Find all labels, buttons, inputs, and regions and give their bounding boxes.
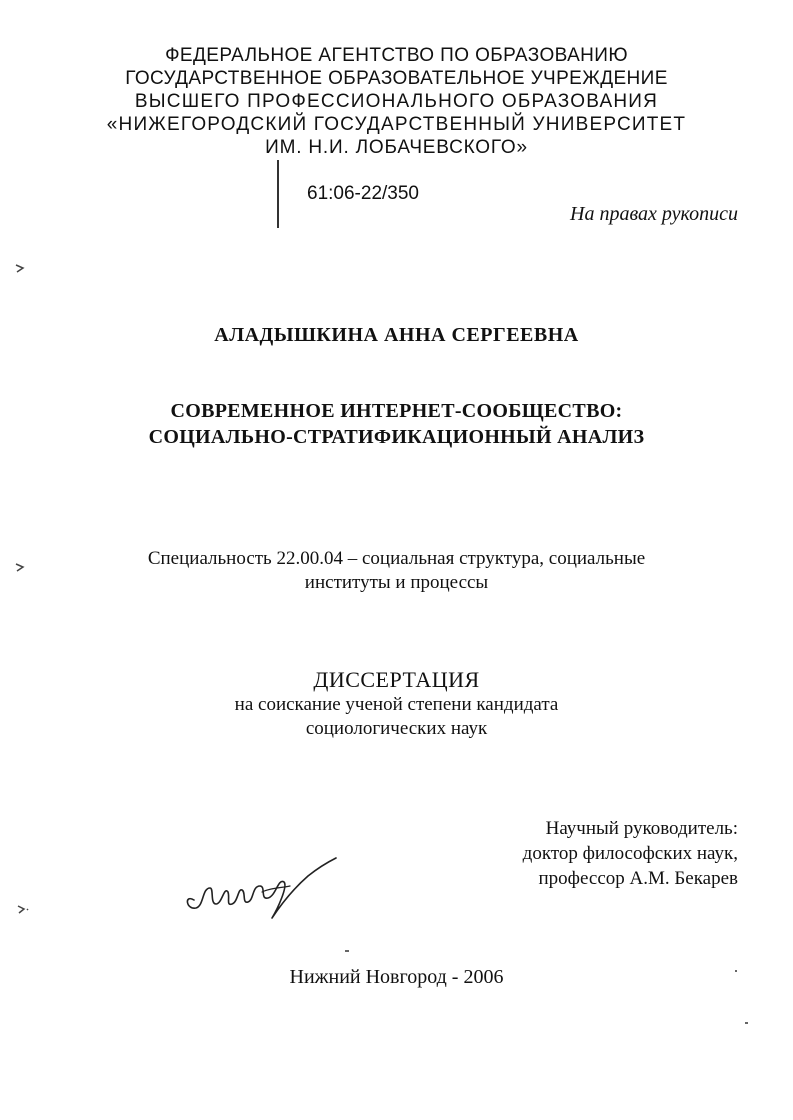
scan-speck-dot — [745, 1022, 751, 1026]
specialty-line-1: Специальность 22.00.04 – социальная структура, социальные — [147, 548, 646, 569]
scan-speck-dot — [345, 950, 351, 954]
header-institution-type: ГОСУДАРСТВЕННОЕ ОБРАЗОВАТЕЛЬНОЕ УЧРЕЖДЕНИЕ — [125, 68, 668, 89]
header-university-named-after: ИМ. Н.И. ЛОБАЧЕВСКОГО» — [265, 137, 528, 158]
dissertation-heading: ДИССЕРТАЦИЯ — [313, 667, 480, 692]
supervisor-label: Научный руководитель: — [545, 818, 738, 839]
city-and-year: Нижний Новгород - 2006 — [289, 966, 504, 988]
header-agency: ФЕДЕРАЛЬНОЕ АГЕНТСТВО ПО ОБРАЗОВАНИЮ — [165, 45, 628, 66]
scan-speck-mark — [14, 262, 26, 274]
specialty-line-2: институты и процессы — [304, 572, 489, 593]
supervisor-name: профессор А.М. Бекарев — [538, 868, 738, 889]
header-education-level: ВЫСШЕГО ПРОФЕССИОНАЛЬНОГО ОБРАЗОВАНИЯ — [134, 91, 659, 112]
header-university-name: «НИЖЕГОРОДСКИЙ ГОСУДАРСТВЕННЫЙ УНИВЕРСИТЕТ — [106, 114, 687, 135]
degree-line-1: на соискание ученой степени кандидата — [234, 694, 559, 715]
thesis-title-line-1: СОВРЕМЕННОЕ ИНТЕРНЕТ-СООБЩЕСТВО: — [170, 400, 623, 422]
stamp-divider-line — [277, 160, 279, 228]
supervisor-degree: доктор философских наук, — [522, 843, 738, 864]
degree-line-2: социологических наук — [305, 718, 488, 739]
author-name: АЛАДЫШКИНА АННА СЕРГЕЕВНА — [214, 324, 579, 346]
handwritten-signature — [180, 848, 340, 923]
scan-speck-mark — [14, 561, 26, 573]
catalog-code: 61:06-22/350 — [307, 183, 419, 204]
scan-speck-mark — [16, 903, 30, 915]
rights-note: На правах рукописи — [570, 203, 738, 225]
scan-speck-dot — [735, 970, 739, 974]
thesis-title-line-2: СОЦИАЛЬНО-СТРАТИФИКАЦИОННЫЙ АНАЛИЗ — [148, 426, 645, 448]
